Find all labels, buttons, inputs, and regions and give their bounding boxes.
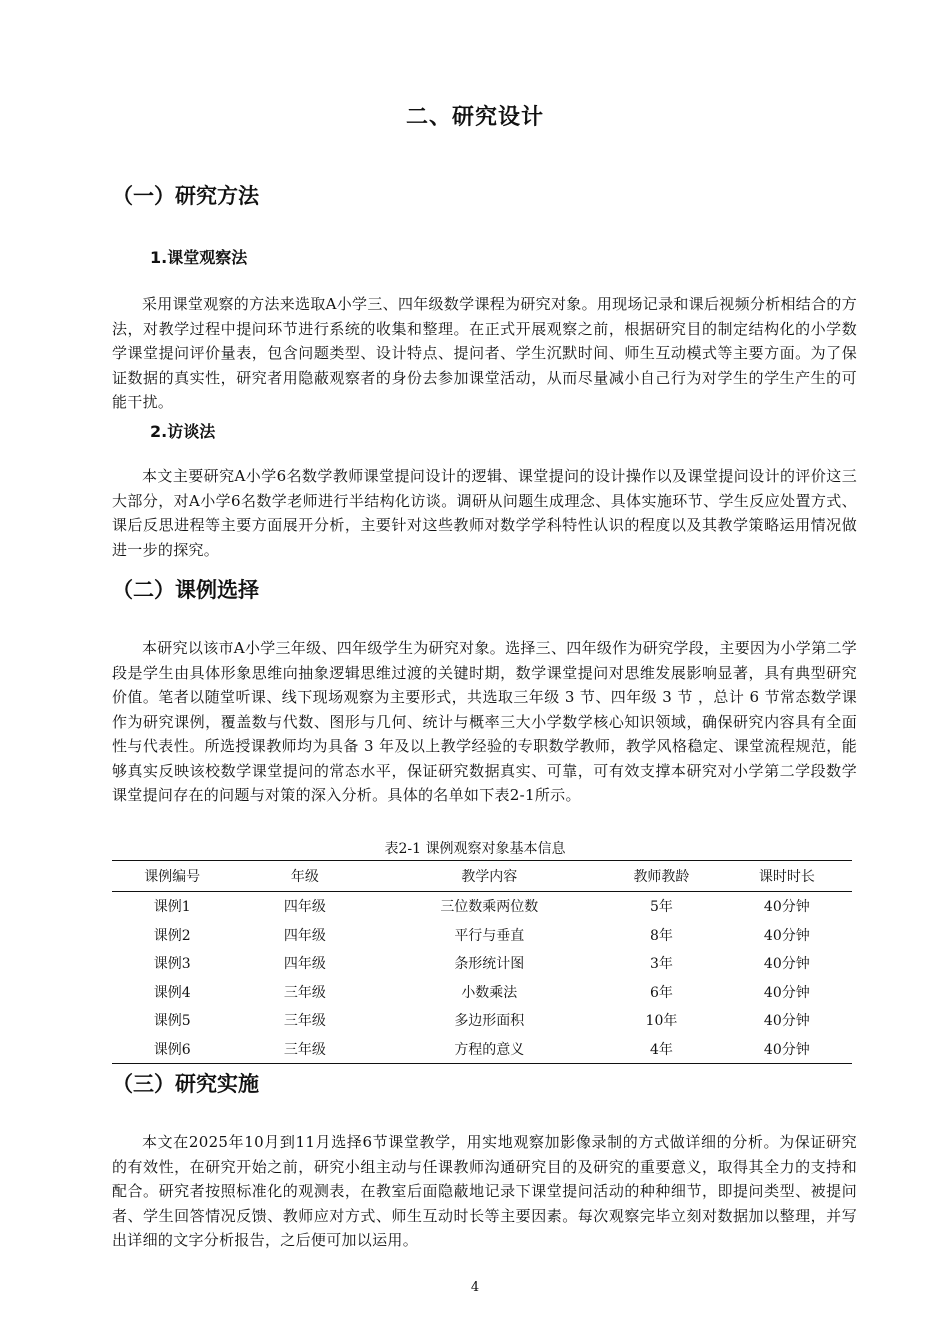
- cell-case-id: 课例5: [153, 1013, 191, 1030]
- cell-duration: 40分钟: [763, 1013, 810, 1030]
- cell-case-id: 课例1: [153, 899, 191, 916]
- table-row: [112, 978, 852, 1007]
- table-row: [112, 949, 852, 978]
- cell-content: 多边形面积: [454, 1013, 525, 1030]
- cell-duration: 40分钟: [763, 984, 810, 1001]
- table-row: [112, 1035, 852, 1064]
- cell-teacher-experience: 8年: [649, 927, 673, 944]
- cell-content: 条形统计图: [454, 956, 525, 973]
- cell-content: 小数乘法: [461, 984, 518, 1001]
- section-heading-cases: （二）课例选择: [112, 578, 259, 602]
- cell-teacher-experience: 4年: [601, 1035, 721, 1064]
- cell-duration: 40分钟: [722, 1035, 852, 1064]
- cell-case-id: 课例4: [153, 984, 191, 1001]
- cell-duration: 40分钟: [763, 899, 810, 916]
- cell-grade: 四年级: [283, 927, 326, 944]
- section-heading-methods: （一）研究方法: [112, 184, 259, 208]
- header-case-id: 课例编号: [112, 861, 232, 892]
- table-caption: 表2-1 课例观察对象基本信息: [384, 841, 566, 857]
- cell-case-id: 课例3: [153, 956, 191, 973]
- table-row: [112, 1006, 852, 1035]
- cell-teacher-experience: 5年: [649, 899, 673, 916]
- cell-duration: 40分钟: [763, 927, 810, 944]
- header-duration: 课时时长: [722, 861, 852, 892]
- cell-grade: 三年级: [283, 1013, 326, 1030]
- header-teacher-experience: 教师教龄: [601, 861, 721, 892]
- cell-duration: 40分钟: [763, 956, 810, 973]
- chapter-title: 二、研究设计: [405, 105, 544, 130]
- cell-case-id: 课例2: [153, 927, 191, 944]
- header-grade: 年级: [232, 861, 377, 892]
- paragraph-implementation: 本文在2025年10月到11月选择6节课堂教学，用实地观察加影像录制的方式做详细的分析。为保证研究的有效性，在研究开始之前，研究小组主动与任课教师沟通研究目的及研究的重要意义，取得其全力的支持和配合。研究者按照标准化的观测表，在教室后面隐蔽地记录下课堂提问活动的种种细节，即提问类型、被提问者、学生回答情况反馈、教师应对方式、师生互动时长等主要因素。每次观察完毕立刻对数据加以整理，并写出详细的文字分析报告，之后便可加以运用。: [112, 1133, 857, 1249]
- cell-grade: 四年级: [283, 956, 326, 973]
- cell-teacher-experience: 3年: [649, 956, 673, 973]
- paragraph-observation: 采用课堂观察的方法来选取A小学三、四年级数学课程为研究对象。用现场记录和课后视频分析相结合的方法，对教学过程中提问环节进行系统的收集和整理。在正式开展观察之前，根据研究目的制定结构化的小学数学课堂提问评价量表，包含问题类型、设计特点、提问者、学生沉默时间、师生互动模式等主要方面。为了保证数据的真实性，研究者用隐蔽观察者的身份去参加课堂活动，从而尽量减小自己行为对学生的学生产生的可能干扰。: [112, 295, 857, 411]
- cell-content: 平行与垂直: [454, 927, 525, 944]
- cell-grade: 三年级: [283, 984, 326, 1001]
- table-row: [112, 921, 852, 950]
- cell-grade: 四年级: [283, 899, 326, 916]
- paragraph-interview: 本文主要研究A小学6名数学教师课堂提问设计的逻辑、课堂提问的设计操作以及课堂提问设计的评价这三大部分，对A小学6名数学老师进行半结构化访谈。调研从问题生成理念、具体实施环节、学生反应处置方式、课后反思进程等主要方面展开分析，主要针对这些教师对数学学科特性认识的程度以及其教学策略运用情况做进一步的探究。: [112, 467, 857, 559]
- page-number: 4: [470, 1280, 480, 1295]
- table-row: [112, 892, 852, 921]
- section-heading-implementation: （三）研究实施: [112, 1072, 259, 1096]
- cell-grade: 三年级: [232, 1035, 377, 1064]
- subsection-heading-interview: 2.访谈法: [150, 422, 216, 441]
- paragraph-cases: 本研究以该市A小学三年级、四年级学生为研究对象。选择三、四年级作为研究学段，主要因为小学第二学段是学生由具体形象思维向抽象逻辑思维过渡的关键时期，数学课堂提问对思维发展影响显著，具有典型研究价值。笔者以随堂听课、线下现场观察为主要形式，共选取三年级 3 节、四年级 3 节 ，总计 6 节常态数学课作为研究课例，覆盖数与代数、图形与几何、统计与概率三大小学数学核心知识领域，确保研究内容具有全面性与代表性。所选授课教师均为具备 3 年及以上教学经验的专职数学教师，教学风格稳定、课堂流程规范，能够真实反映该校数学课堂提问的常态水平，保证研究数据真实、可靠，可有效支撑本研究对小学第二学段数学课堂提问存在的问题与对策的深入分析。具体的名单如下表2-1所示。: [112, 639, 857, 804]
- subsection-heading-observation: 1.课堂观察法: [150, 248, 248, 267]
- cell-teacher-experience: 6年: [649, 984, 673, 1001]
- case-observation-table: [112, 860, 852, 1064]
- cell-case-id: 课例6: [112, 1035, 232, 1064]
- cell-content: 三位数乘两位数: [440, 899, 539, 916]
- header-content: 教学内容: [377, 861, 601, 892]
- cell-teacher-experience: 10年: [645, 1013, 678, 1030]
- cell-content: 方程的意义: [377, 1035, 601, 1064]
- table-header-row: [112, 861, 852, 892]
